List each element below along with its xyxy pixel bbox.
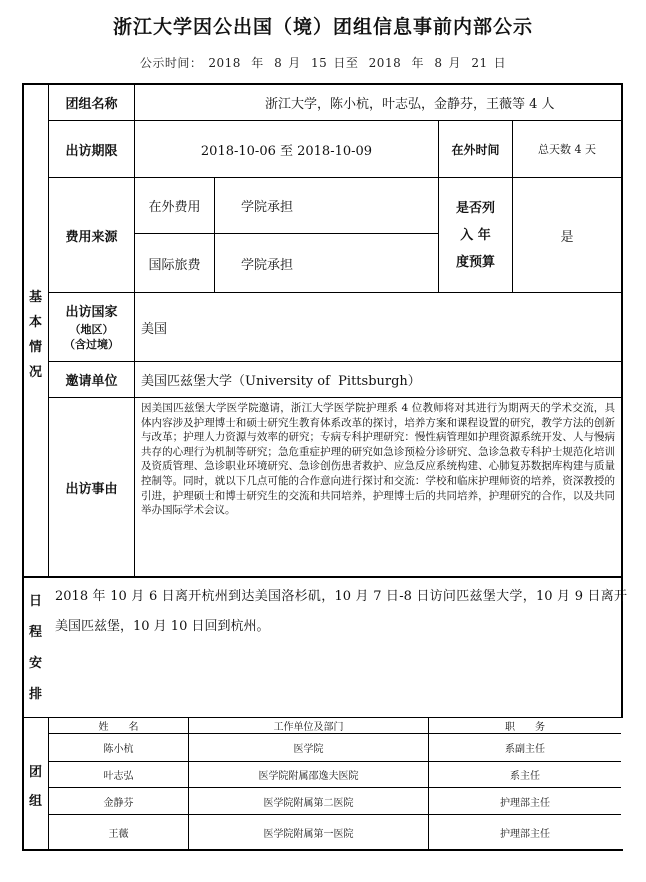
member-unit: 医学院附属第一医院: [263, 828, 354, 840]
budget-label: 是否列 入 年 度预算: [455, 200, 495, 270]
reason-value: 因美国匹兹堡大学医学院邀请，浙江大学医学院护理系 4 位教师将对其进行为期两天的学术交流，具体内容涉及护理博士和硕士研究生教育体系改革的探讨，培养方案和课程设置的研究，教学方法的创新与改革；护理人力资源与效率的研究；专病专科护理研究：慢性病管理如护理资源系统开发、人与慢病共存的心理行为机制等研究；急危重症护理的研究如急诊预检分诊研究、急诊急救专科护士规范化培训及资质管理、急诊职业环境研究、急诊创伤患者救护、应急反应系统构建、心肺复苏数据库构建与质量控制等。同时，就以下几点可能的合作意向进行探讨和交流：学校和临床护理师资的培养，资深教授的引进，护理硕士和博士研究生的交流和共同培养，护理博士后的共同培养，护理研究的合作，以及共同举办国际学术会议。: [141, 402, 615, 517]
member-title: 系主任: [510, 771, 540, 782]
member-name: 叶志弘: [103, 771, 134, 782]
member-name: 陈小杭: [103, 744, 134, 755]
member-unit: 医学院附属第二医院: [263, 797, 354, 809]
member-name: 金静芬: [103, 797, 134, 809]
members-header-name: 姓 名: [98, 722, 139, 733]
country-value: 美国: [141, 321, 168, 337]
publish-label: 公示时间：: [139, 56, 203, 70]
fee-source-label: 费用来源: [65, 229, 118, 245]
section-schedule: 日 程 安 排: [28, 593, 42, 702]
fee-abroad-label: 在外费用: [148, 200, 201, 215]
abroad-time-value: 总天数 4 天: [538, 143, 596, 156]
abroad-time-label: 在外时间: [451, 142, 500, 157]
group-name-label: 团组名称: [65, 97, 118, 112]
member-name: 王薇: [108, 828, 129, 840]
member-title: 护理部主任: [500, 797, 550, 809]
members-header-title: 职 务: [505, 722, 545, 733]
section-basic: 基 本 情 况: [28, 290, 42, 380]
reason-label: 出访事由: [65, 481, 118, 497]
period-value: 2018-10-06 至 2018-10-09: [200, 143, 373, 159]
section-members: 团 组: [28, 765, 42, 809]
member-unit: 医学院附属邵逸夫医院: [258, 771, 359, 782]
period-label: 出访期限: [65, 143, 118, 159]
fee-abroad-value: 学院承担: [241, 200, 294, 215]
publish-time: 公示时间： 2018 年 8 月 15 日至 2018 年 8 月 21 日: [139, 56, 507, 70]
members-header-unit: 工作单位及部门: [273, 722, 344, 733]
group-name-value: 浙江大学，陈小杭，叶志弘，金静芬，王薇等 4 人: [265, 97, 555, 112]
inviter-label: 邀请单位: [65, 374, 118, 389]
fee-travel-value: 学院承担: [241, 257, 294, 273]
inviter-value: 美国匹兹堡大学（University of Pittsburgh）: [141, 374, 421, 389]
page-title: 浙江大学因公出国（境）团组信息事前内部公示: [112, 16, 533, 38]
schedule-text: 2018 年 10 月 6 日离开杭州到达美国洛杉矶，10 月 7 日-8 日访问匹兹堡大学，10 月 9 日离开美国匹兹堡，10 月 10 日回到杭州。: [55, 589, 627, 634]
member-unit: 医学院: [293, 744, 324, 755]
fee-travel-label: 国际旅费: [148, 257, 201, 273]
member-title: 护理部主任: [500, 828, 550, 840]
budget-value: 是: [560, 229, 574, 245]
country-label: 出访国家 （地区） （含过境）: [64, 304, 119, 351]
member-title: 系副主任: [505, 744, 545, 755]
